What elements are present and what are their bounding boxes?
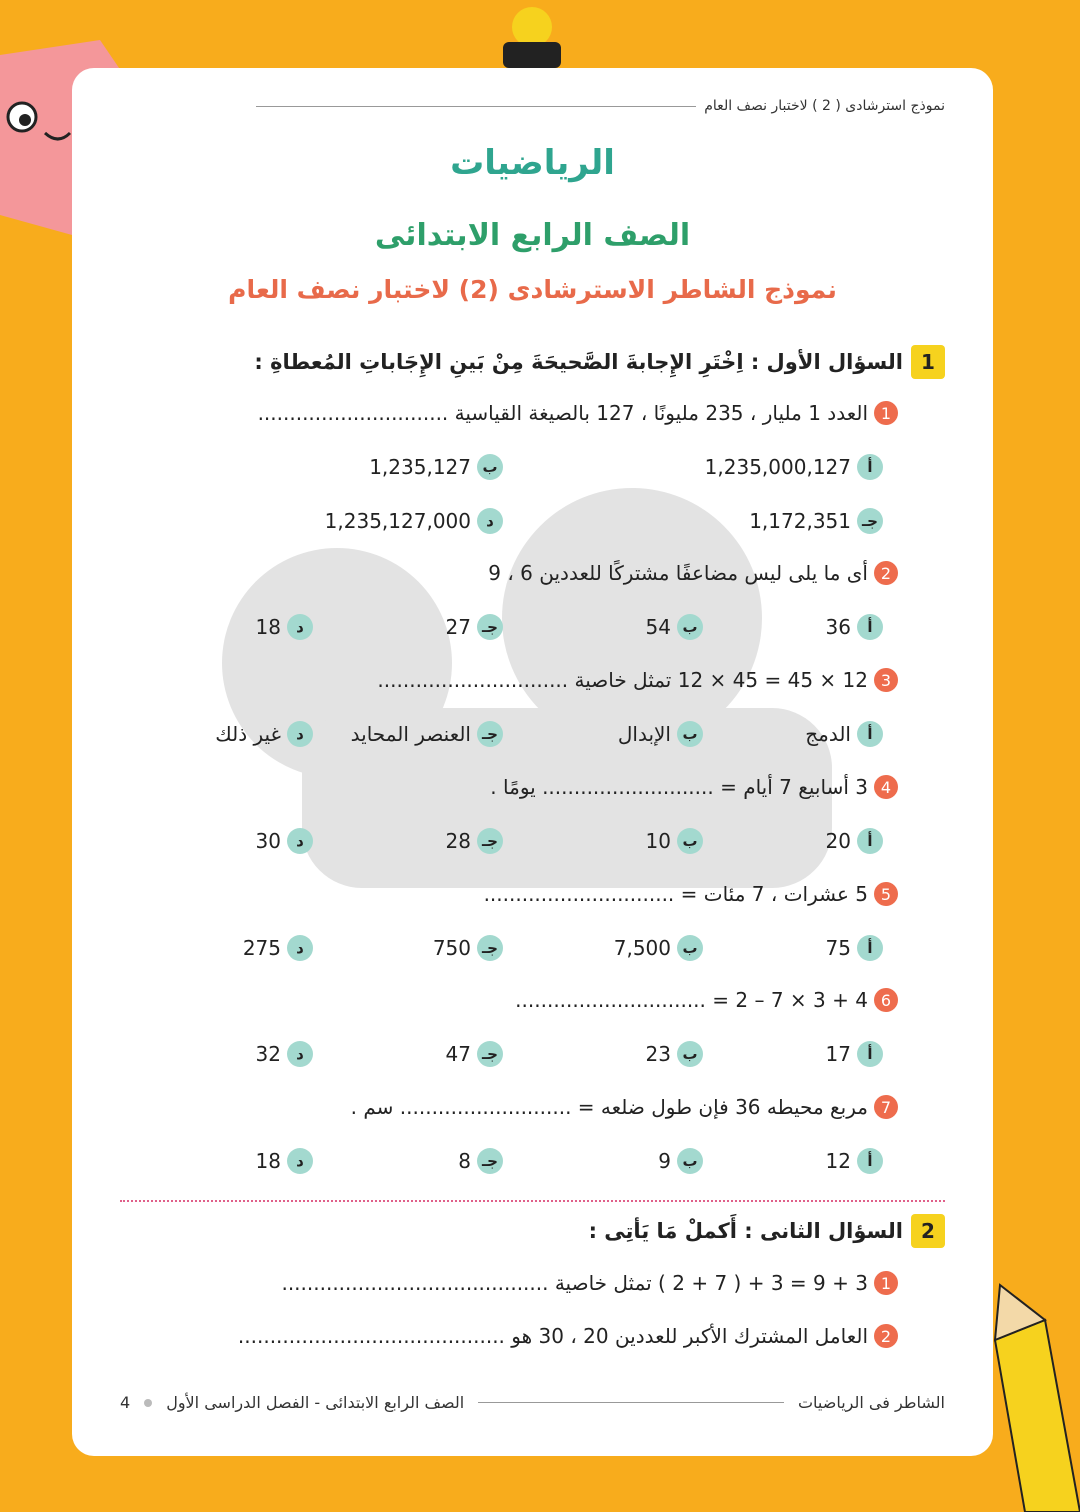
option-letter-badge: جـ: [477, 828, 503, 854]
q1-item-6: [515, 988, 898, 1012]
option-value: 10: [645, 829, 671, 853]
option-letter-badge: جـ: [477, 614, 503, 640]
option-letter-badge: ب: [677, 721, 703, 747]
answer-option[interactable]: [826, 935, 883, 961]
option-letter-badge: ب: [677, 1148, 703, 1174]
q1-item-3: [377, 668, 898, 692]
item-number: 3: [874, 668, 898, 692]
option-value: الإبدال: [617, 722, 671, 746]
answer-option[interactable]: [805, 721, 883, 747]
option-value: 75: [825, 936, 851, 960]
header-rule: [256, 106, 696, 107]
footer-grade-term: الصف الرابع الابتدائى - الفصل الدراسى الأول: [166, 1393, 465, 1412]
answer-option[interactable]: [458, 1148, 503, 1174]
option-letter-badge: أ: [857, 1041, 883, 1067]
grade-title: الصف الرابع الابتدائى: [374, 218, 691, 253]
subject-title: الرياضيات: [450, 143, 615, 183]
answer-option[interactable]: [749, 508, 883, 534]
option-letter-badge: جـ: [477, 1148, 503, 1174]
option-value: 18: [255, 1149, 281, 1173]
answer-option[interactable]: [256, 614, 313, 640]
option-value: 8: [458, 1149, 471, 1173]
item-number: 5: [874, 882, 898, 906]
logo-icon: [497, 2, 567, 72]
answer-option[interactable]: [826, 1148, 883, 1174]
answer-option[interactable]: [256, 1041, 313, 1067]
option-letter-badge: أ: [857, 721, 883, 747]
footer-rule: [478, 1402, 784, 1403]
section-divider: [120, 1200, 945, 1202]
question-1-heading: [254, 345, 945, 379]
option-letter-badge: ب: [677, 614, 703, 640]
option-value: 12: [825, 1149, 851, 1173]
q2-item-1: [281, 1271, 898, 1295]
option-letter-badge: أ: [857, 614, 883, 640]
q2-item-2: [238, 1324, 898, 1348]
option-value: غير ذلك: [215, 722, 281, 746]
question-title: السؤال الأول : اِخْتَرِ الإِجابةَ الصَّحيحَةَ مِنْ بَينِ الإِجَاباتِ المُعطاةِ :: [254, 350, 903, 374]
option-letter-badge: أ: [857, 828, 883, 854]
item-number: 2: [874, 561, 898, 585]
option-value: 20: [825, 829, 851, 853]
footer-dot: [144, 1399, 152, 1407]
item-text: مربع محيطه 36 فإن طول ضلعه = ........................... سم .: [350, 1095, 868, 1119]
answer-option[interactable]: [351, 721, 503, 747]
option-value: 275: [242, 936, 281, 960]
item-text: 3 + 9 = 3 + ( 7 + 2 ) تمثل خاصية ..........................................: [281, 1271, 868, 1295]
option-value: 27: [445, 615, 471, 639]
option-letter-badge: أ: [857, 454, 883, 480]
option-letter-badge: أ: [857, 1148, 883, 1174]
option-letter-badge: د: [287, 614, 313, 640]
option-value: 36: [825, 615, 851, 639]
option-letter-badge: ب: [677, 935, 703, 961]
option-value: 32: [255, 1042, 281, 1066]
option-letter-badge: ب: [677, 828, 703, 854]
item-number: 1: [874, 1271, 898, 1295]
option-value: 47: [445, 1042, 471, 1066]
pencil-illustration: [985, 1280, 1080, 1512]
item-text: 4 + 3 × 7 – 2 = ..............................: [515, 988, 868, 1012]
option-value: 54: [645, 615, 671, 639]
option-letter-badge: د: [287, 935, 313, 961]
header-text: نموذج استرشادى ( 2 ) لاختبار نصف العام: [704, 98, 945, 114]
footer-book: الشاطر فى الرياضيات: [797, 1393, 945, 1412]
option-value: الدمج: [805, 722, 851, 746]
item-number: 2: [874, 1324, 898, 1348]
q1-item-4: [490, 775, 898, 799]
option-letter-badge: د: [287, 828, 313, 854]
option-value: 7,500: [613, 936, 671, 960]
option-letter-badge: ب: [477, 454, 503, 480]
answer-option[interactable]: [646, 614, 703, 640]
answer-option[interactable]: [325, 508, 503, 534]
question-number-badge: 2: [911, 1214, 945, 1248]
answer-option[interactable]: [369, 454, 503, 480]
item-text: 3 أسابيع 7 أيام = ........................... يومًا .: [490, 775, 868, 799]
answer-option[interactable]: [705, 454, 883, 480]
option-letter-badge: جـ: [477, 721, 503, 747]
question-number-badge: 1: [911, 345, 945, 379]
option-letter-badge: ب: [677, 1041, 703, 1067]
item-text: أى ما يلى ليس مضاعفًا مشتركًا للعددين 6 ، 9: [488, 561, 868, 585]
item-text: العدد 1 مليار ، 235 مليونًا ، 127 بالصيغة القياسية ..............................: [257, 401, 868, 425]
worksheet-page: [72, 68, 993, 1456]
option-value: 1,235,127,000: [324, 509, 471, 533]
answer-option[interactable]: [618, 721, 703, 747]
item-text: 12 × 45 = 45 × 12 تمثل خاصية ..............................: [377, 668, 868, 692]
option-value: 1,235,000,127: [704, 455, 851, 479]
q1-item-2: [488, 561, 898, 585]
option-value: 9: [658, 1149, 671, 1173]
exam-title: نموذج الشاطر الاسترشادى (2) لاختبار نصف العام: [228, 275, 837, 304]
answer-option[interactable]: [446, 1041, 503, 1067]
option-letter-badge: جـ: [477, 1041, 503, 1067]
option-value: 1,172,351: [749, 509, 851, 533]
q1-item-7: [351, 1095, 898, 1119]
answer-option[interactable]: [446, 828, 503, 854]
option-value: 18: [255, 615, 281, 639]
q1-item-5: [484, 882, 898, 906]
answer-option[interactable]: [826, 1041, 883, 1067]
option-letter-badge: د: [287, 1041, 313, 1067]
option-value: 750: [432, 936, 471, 960]
item-text: العامل المشترك الأكبر للعددين 20 ، 30 هو ..........................................: [237, 1324, 868, 1348]
option-value: 28: [445, 829, 471, 853]
question-2-heading: [589, 1214, 945, 1248]
option-value: 30: [255, 829, 281, 853]
item-number: 1: [874, 401, 898, 425]
item-number: 4: [874, 775, 898, 799]
answer-option[interactable]: [658, 1148, 703, 1174]
option-value: 23: [645, 1042, 671, 1066]
answer-option[interactable]: [646, 828, 703, 854]
answer-option[interactable]: [256, 828, 313, 854]
option-letter-badge: جـ: [857, 508, 883, 534]
page-footer: [120, 1393, 945, 1412]
page-number: 4: [120, 1393, 131, 1412]
q1-item-1: [258, 401, 898, 425]
option-value: العنصر المحايد: [350, 722, 471, 746]
option-letter-badge: جـ: [477, 935, 503, 961]
answer-option[interactable]: [433, 935, 503, 961]
answer-option[interactable]: [243, 935, 313, 961]
page-header: [256, 98, 945, 114]
option-letter-badge: د: [477, 508, 503, 534]
item-text: 5 عشرات ، 7 مئات = ..............................: [483, 882, 868, 906]
option-letter-badge: د: [287, 1148, 313, 1174]
answer-option[interactable]: [826, 614, 883, 640]
item-number: 7: [874, 1095, 898, 1119]
answer-option[interactable]: [614, 935, 703, 961]
answer-option[interactable]: [826, 828, 883, 854]
option-value: 1,235,127: [369, 455, 471, 479]
option-letter-badge: د: [287, 721, 313, 747]
answer-option[interactable]: [215, 721, 313, 747]
option-letter-badge: أ: [857, 935, 883, 961]
answer-option[interactable]: [646, 1041, 703, 1067]
option-value: 17: [825, 1042, 851, 1066]
answer-option[interactable]: [256, 1148, 313, 1174]
item-number: 6: [874, 988, 898, 1012]
question-title: السؤال الثانى : أَكملْ مَا يَأتِى :: [588, 1219, 903, 1243]
answer-option[interactable]: [446, 614, 503, 640]
